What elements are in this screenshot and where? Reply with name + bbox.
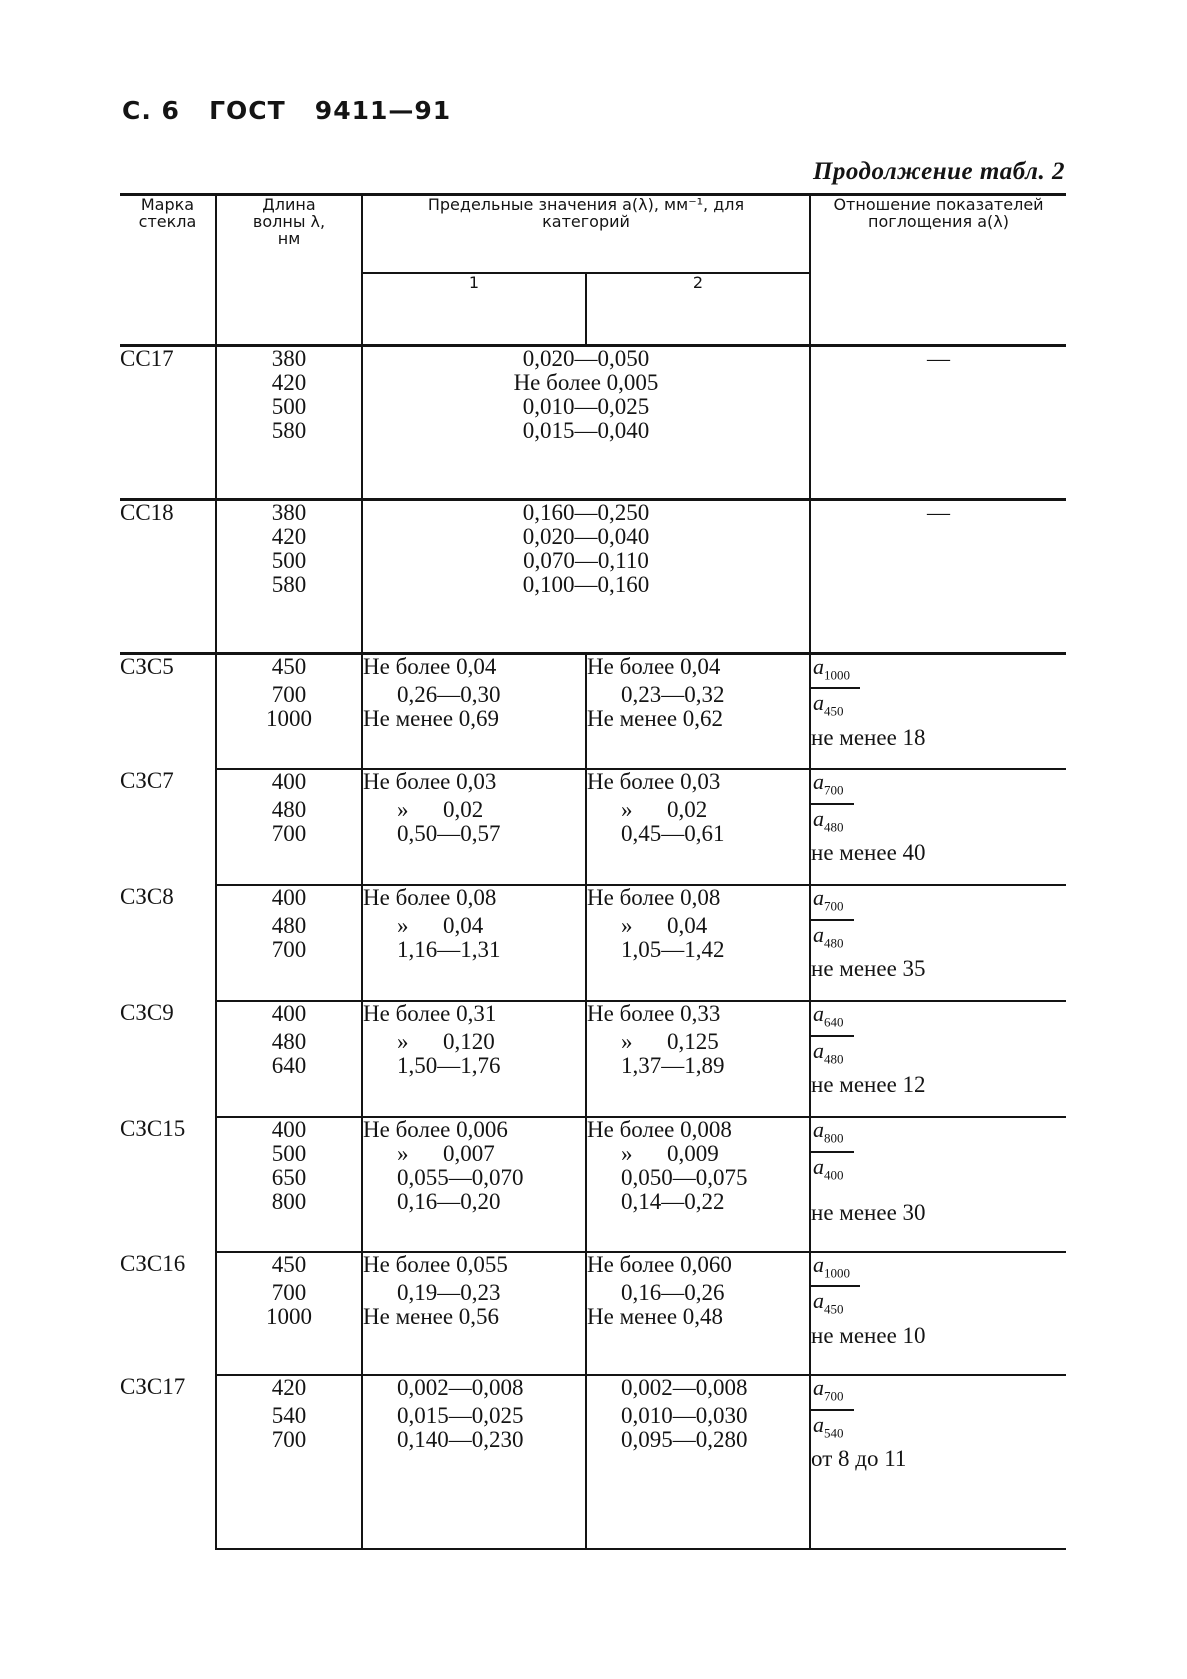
ratio-fraction	[811, 655, 860, 724]
ratio-fraction	[811, 770, 854, 839]
value-line: » 0,02	[621, 797, 708, 823]
value-line: 0,010—0,025	[522, 394, 650, 419]
glass-grade: СЗС15	[120, 1117, 216, 1251]
value-line: 420	[271, 1375, 307, 1401]
value-line: Не более 0,006	[363, 1117, 508, 1143]
value-line: » 0,009	[621, 1141, 719, 1167]
ratio-fraction	[811, 1253, 860, 1322]
value-line: 0,23—0,32	[621, 681, 725, 707]
limit-values-cat1	[362, 1117, 586, 1251]
value-line: 1,50—1,76	[397, 1053, 501, 1079]
value-line: » 0,02	[397, 797, 484, 823]
value-line: Не более 0,03	[363, 769, 497, 795]
value-line: 1,16—1,31	[397, 937, 501, 963]
limit-values-both-categories	[362, 346, 810, 500]
value-line: 380	[271, 499, 307, 525]
limit-values-cat2	[586, 1001, 810, 1117]
table-row	[120, 769, 1066, 885]
page-header	[122, 96, 451, 125]
limit-values-cat2	[586, 653, 810, 769]
value-line: Не более 0,055	[363, 1251, 508, 1277]
col-header-category-1: 1	[362, 273, 586, 346]
ratio-numerator: $a_{1000}$	[811, 655, 860, 689]
glass-grade: СС18	[120, 499, 216, 653]
value-line: 1,05—1,42	[621, 937, 725, 963]
value-line: 0,095—0,280	[621, 1427, 748, 1453]
wavelengths	[216, 1375, 362, 1549]
glass-grade: СЗС7	[120, 769, 216, 885]
ratio-condition: не менее 12	[811, 1072, 926, 1098]
ratio-fraction	[811, 1118, 854, 1187]
value-line: » 0,120	[397, 1029, 495, 1055]
value-line: 700	[271, 821, 307, 847]
limit-values-cat1	[362, 653, 586, 769]
value-line: 0,160—0,250	[522, 499, 650, 525]
value-line: 700	[271, 1279, 307, 1305]
value-line: 400	[271, 885, 307, 911]
limit-values-cat2	[586, 885, 810, 1001]
limit-values-cat2	[586, 769, 810, 885]
value-line: 700	[271, 1427, 307, 1453]
value-line: Не менее 0,69	[363, 705, 500, 731]
limit-values-cat1	[362, 1001, 586, 1117]
value-line: Не менее 0,62	[587, 705, 724, 731]
ratio-numerator: $a_{700}$	[811, 1376, 854, 1410]
absorption-ratio	[810, 1001, 1066, 1117]
col-header-category-2: 2	[586, 273, 810, 346]
ratio-condition: от 8 до 11	[811, 1446, 907, 1472]
absorption-ratio	[810, 1117, 1066, 1251]
value-line: 1,37—1,89	[621, 1053, 725, 1079]
ratio-denominator: $a_{450}$	[813, 1288, 844, 1317]
standard-name: ГОСТ	[209, 96, 286, 125]
value-line: Не более 0,04	[587, 653, 721, 679]
wavelengths	[216, 1117, 362, 1251]
ratio-fraction	[811, 886, 854, 955]
value-line: 500	[271, 1141, 307, 1167]
limit-values-cat1	[362, 1252, 586, 1376]
col-header-limits: Предельные значения a(λ), мм⁻¹, для категорий	[362, 195, 810, 274]
wavelengths	[216, 885, 362, 1001]
value-line: 0,19—0,23	[397, 1279, 501, 1305]
value-line: 1000	[266, 1303, 312, 1329]
value-line: 0,50—0,57	[397, 821, 501, 847]
value-line: 0,055—0,070	[397, 1165, 524, 1191]
value-line: 580	[271, 418, 307, 443]
value-line: 0,26—0,30	[397, 681, 501, 707]
limit-values-cat1	[362, 769, 586, 885]
absorption-ratio: —	[810, 346, 1066, 500]
value-line: 380	[271, 346, 307, 371]
ratio-condition: не менее 35	[811, 956, 926, 982]
value-line: Не более 0,08	[363, 885, 497, 911]
ratio-fraction	[811, 1376, 854, 1445]
glass-grade: СЗС17	[120, 1375, 216, 1549]
ratio-condition: не менее 18	[811, 724, 926, 750]
col-header-ratio: Отношение показателей поглощения a(λ)	[810, 195, 1066, 346]
value-line: 580	[271, 571, 307, 597]
value-line: 0,002—0,008	[621, 1375, 748, 1401]
value-line: Не более 0,08	[587, 885, 721, 911]
value-line: 0,140—0,230	[397, 1427, 524, 1453]
value-line: 480	[271, 1029, 307, 1055]
value-line: » 0,007	[397, 1141, 495, 1167]
absorption-ratio	[810, 653, 1066, 769]
value-line: 400	[271, 769, 307, 795]
limit-values-cat2	[586, 1375, 810, 1549]
value-line: 0,020—0,040	[522, 523, 650, 549]
absorption-ratio	[810, 1252, 1066, 1376]
ratio-condition: не менее 40	[811, 840, 926, 866]
ratio-numerator: $a_{1000}$	[811, 1253, 860, 1287]
value-line: » 0,04	[397, 913, 484, 939]
table-row	[120, 885, 1066, 1001]
wavelengths	[216, 1252, 362, 1376]
glass-grade: СЗС16	[120, 1252, 216, 1376]
wavelengths	[216, 769, 362, 885]
value-line: 540	[271, 1403, 307, 1429]
value-line: 0,45—0,61	[621, 821, 725, 847]
ratio-fraction	[811, 1002, 854, 1071]
value-line: Не более 0,33	[587, 1001, 721, 1027]
table-row	[120, 1117, 1066, 1251]
ratio-denominator: $a_{480}$	[813, 1037, 844, 1067]
table-body	[120, 346, 1066, 1550]
standard-number: 9411—91	[314, 96, 452, 125]
value-line: 0,002—0,008	[397, 1375, 524, 1401]
value-line: 420	[271, 523, 307, 549]
value-line: 480	[271, 913, 307, 939]
wavelengths	[216, 499, 362, 653]
glass-grade: СС17	[120, 346, 216, 500]
limit-values-cat1	[362, 1375, 586, 1549]
limit-values-both-categories	[362, 499, 810, 653]
value-line: 450	[271, 1251, 307, 1277]
ratio-condition: не менее 30	[811, 1200, 926, 1226]
value-line: 800	[271, 1189, 307, 1215]
ratio-denominator: $a_{480}$	[813, 921, 844, 951]
value-line: 0,14—0,22	[621, 1189, 725, 1215]
value-line: 0,020—0,050	[522, 346, 650, 371]
absorption-ratio: —	[810, 499, 1066, 653]
value-line: 0,16—0,20	[397, 1189, 501, 1215]
ratio-numerator: $a_{640}$	[811, 1002, 854, 1036]
table-row	[120, 653, 1066, 769]
glass-grade: СЗС9	[120, 1001, 216, 1117]
value-line: 0,050—0,075	[621, 1165, 748, 1191]
value-line: 500	[271, 394, 307, 419]
wavelengths	[216, 653, 362, 769]
col-header-grade: Марка стекла	[120, 195, 216, 346]
value-line: 0,015—0,025	[397, 1403, 524, 1429]
value-line: 480	[271, 797, 307, 823]
value-line: 400	[271, 1001, 307, 1027]
absorption-ratio	[810, 885, 1066, 1001]
value-line: Не более 0,03	[587, 769, 721, 795]
glass-grade: СЗС5	[120, 653, 216, 769]
value-line: 420	[271, 370, 307, 395]
ratio-numerator: $a_{700}$	[811, 886, 854, 920]
value-line: » 0,125	[621, 1029, 719, 1055]
value-line: 700	[271, 681, 307, 707]
table-row	[120, 1252, 1066, 1376]
limit-values-cat1	[362, 885, 586, 1001]
ratio-denominator: $a_{540}$	[813, 1411, 844, 1441]
limit-values-cat2	[586, 1252, 810, 1376]
value-line: Не более 0,008	[587, 1117, 732, 1143]
value-line: Не более 0,005	[513, 370, 659, 395]
value-line: Не более 0,04	[363, 653, 497, 679]
limit-values-cat2	[586, 1117, 810, 1251]
table-row	[120, 499, 1066, 653]
value-line: 0,100—0,160	[522, 571, 650, 597]
value-line: 400	[271, 1117, 307, 1143]
table-row	[120, 1375, 1066, 1549]
glass-grade: СЗС8	[120, 885, 216, 1001]
value-line: 0,070—0,110	[523, 547, 649, 573]
ratio-denominator: $a_{450}$	[813, 690, 844, 719]
page-number: С. 6	[122, 96, 180, 125]
col-header-wavelength: Длина волны λ, нм	[216, 195, 362, 346]
value-line: 450	[271, 653, 307, 679]
value-line: 0,015—0,040	[522, 418, 650, 443]
ratio-numerator: $a_{800}$	[811, 1118, 854, 1152]
ratio-denominator: $a_{480}$	[813, 805, 844, 835]
value-line: 1000	[266, 705, 312, 731]
value-line: » 0,04	[621, 913, 708, 939]
table-row	[120, 346, 1066, 500]
absorption-table	[120, 193, 1066, 1550]
absorption-ratio	[810, 769, 1066, 885]
value-line: Не более 0,31	[363, 1001, 497, 1027]
ratio-numerator: $a_{700}$	[811, 770, 854, 804]
table-row	[120, 1001, 1066, 1117]
value-line: 0,010—0,030	[621, 1403, 748, 1429]
value-line: Не менее 0,48	[587, 1303, 724, 1329]
table-continuation-caption: Продолжение табл. 2	[812, 158, 1065, 185]
absorption-ratio	[810, 1375, 1066, 1549]
value-line: Не более 0,060	[587, 1251, 732, 1277]
wavelengths	[216, 346, 362, 500]
wavelengths	[216, 1001, 362, 1117]
value-line: Не менее 0,56	[363, 1303, 500, 1329]
value-line: 640	[271, 1053, 307, 1079]
ratio-denominator: $a_{400}$	[813, 1153, 844, 1183]
value-line: 700	[271, 937, 307, 963]
ratio-condition: не менее 10	[811, 1322, 926, 1348]
value-line: 500	[271, 547, 307, 573]
value-line: 0,16—0,26	[621, 1279, 725, 1305]
value-line: 650	[271, 1165, 307, 1191]
